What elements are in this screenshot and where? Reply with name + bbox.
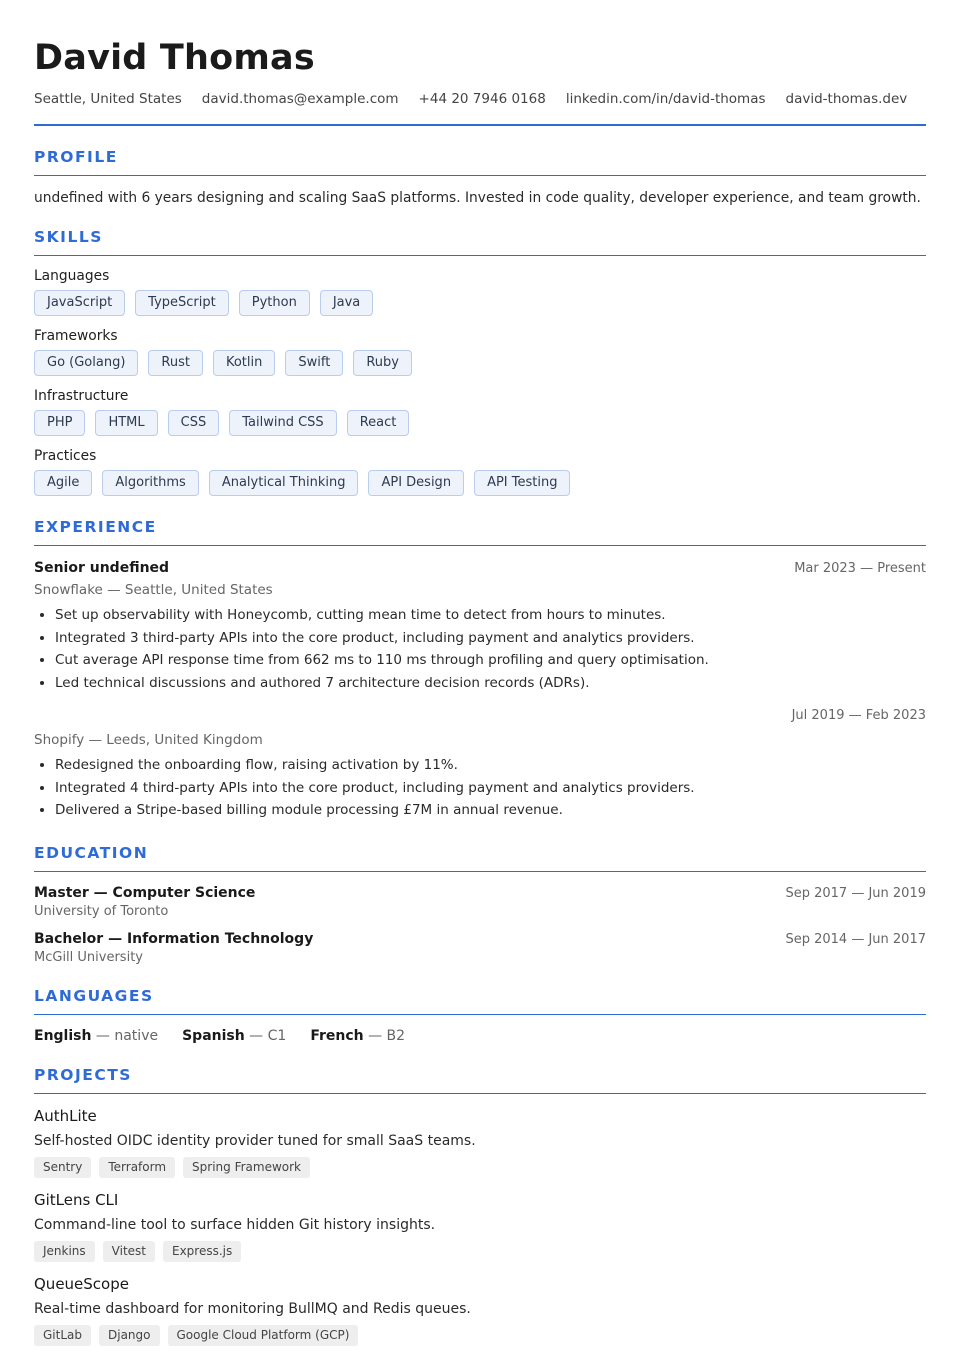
skill-group-languages [34, 268, 926, 316]
skill-chips [34, 350, 926, 376]
section-divider [34, 871, 926, 872]
degree-title: Bachelor — Information Technology [34, 930, 314, 947]
profile-section [34, 148, 926, 206]
job-header [34, 560, 926, 576]
section-divider [34, 175, 926, 176]
tech-tag: Django [99, 1325, 160, 1346]
skill-chip: Python [239, 290, 310, 316]
project-tags [34, 1157, 926, 1178]
skill-chip: Java [320, 290, 373, 316]
skill-chip: TypeScript [135, 290, 229, 316]
skill-group-practices [34, 448, 926, 496]
project-tags [34, 1241, 926, 1262]
education-dates: Sep 2017 — Jun 2019 [785, 885, 926, 901]
skill-chip: Swift [285, 350, 343, 376]
experience-section [34, 518, 926, 822]
projects-section [34, 1066, 926, 1346]
education-dates: Sep 2014 — Jun 2017 [785, 931, 926, 947]
language-level: — native [95, 1027, 159, 1044]
profile-summary: undefined with 6 years designing and scaling SaaS platforms. Invested in code quality, developer experience, and team growth. [34, 190, 921, 206]
project-name: AuthLite [34, 1106, 97, 1125]
tech-tag: Spring Framework [183, 1157, 310, 1178]
skill-chip: Algorithms [102, 470, 198, 496]
skill-chips [34, 290, 926, 316]
project-entry [34, 1107, 926, 1178]
skill-group-infrastructure [34, 388, 926, 436]
section-divider [34, 255, 926, 256]
project-description: Real-time dashboard for monitoring BullMQ and Redis queues. [34, 1300, 471, 1317]
skill-chips [34, 470, 926, 496]
languages-section [34, 987, 926, 1044]
skill-chip: Ruby [353, 350, 412, 376]
job-header [34, 708, 926, 726]
header-divider [34, 124, 926, 126]
language-name: Spanish [182, 1027, 245, 1044]
project-name: QueueScope [34, 1274, 129, 1293]
language-item [310, 1028, 405, 1044]
skills-section [34, 228, 926, 496]
job-bullet: • Cut average API response time from 662 ms to 110 ms through profiling and query optimisation. [55, 649, 926, 672]
tech-tag: GitLab [34, 1325, 91, 1346]
section-title-education: EDUCATION [34, 843, 149, 862]
job-entry [34, 708, 926, 822]
job-dates: Jul 2019 — Feb 2023 [791, 708, 926, 723]
project-entry [34, 1275, 926, 1346]
skill-chip: API Testing [474, 470, 570, 496]
section-title-projects: PROJECTS [34, 1065, 132, 1084]
job-title: Senior undefined [34, 560, 170, 576]
job-bullet: • Led technical discussions and authored 7 architecture decision records (ADRs). [55, 672, 926, 695]
job-bullet: • Redesigned the onboarding flow, raising activation by 11%. [55, 754, 926, 777]
skill-group-label: Frameworks [34, 328, 118, 344]
education-header [34, 931, 926, 947]
project-description: Self-hosted OIDC identity provider tuned for small SaaS teams. [34, 1132, 476, 1149]
school-name: McGill University [34, 949, 143, 965]
language-list [34, 1028, 926, 1044]
skill-chip: Agile [34, 470, 92, 496]
section-title-languages: LANGUAGES [34, 986, 154, 1005]
skill-chip: React [347, 410, 410, 436]
skill-chip: Go (Golang) [34, 350, 138, 376]
job-bullet: • Delivered a Stripe-based billing module processing £7M in annual revenue. [55, 799, 926, 822]
job-company: Shopify — Leeds, United Kingdom [34, 732, 263, 748]
section-title-profile: PROFILE [34, 148, 118, 166]
language-item [182, 1028, 286, 1044]
job-bullet: • Integrated 3 third-party APIs into the core product, including payment and analytics providers. [55, 627, 926, 650]
tech-tag: Sentry [34, 1157, 91, 1178]
tech-tag: Express.js [163, 1241, 241, 1262]
job-bullets [34, 604, 926, 694]
skill-chip: HTML [95, 410, 157, 436]
job-dates: Mar 2023 — Present [794, 561, 926, 576]
skill-chip: JavaScript [34, 290, 125, 316]
section-title-experience: EXPERIENCE [34, 518, 157, 536]
section-divider [34, 545, 926, 546]
language-name: English [34, 1027, 92, 1044]
contact-location: Seattle, United States [34, 91, 182, 107]
language-item [34, 1028, 158, 1044]
job-bullet: • Integrated 4 third-party APIs into the core product, including payment and analytics providers. [55, 777, 926, 800]
project-name: GitLens CLI [34, 1190, 119, 1209]
skill-chip: Tailwind CSS [229, 410, 336, 436]
tech-tag: Terraform [99, 1157, 175, 1178]
contact-website[interactable]: david-thomas.dev [785, 91, 908, 107]
skill-group-label: Languages [34, 268, 110, 284]
project-entry [34, 1191, 926, 1262]
skill-group-label: Infrastructure [34, 388, 129, 404]
tech-tag: Jenkins [34, 1241, 95, 1262]
skill-chip: API Design [368, 470, 464, 496]
skill-group-frameworks [34, 328, 926, 376]
tech-tag: Vitest [103, 1241, 155, 1262]
section-title-skills: SKILLS [34, 228, 103, 246]
degree-title: Master — Computer Science [34, 884, 256, 901]
skill-chip: Kotlin [213, 350, 275, 376]
section-divider [34, 1093, 926, 1094]
project-description: Command-line tool to surface hidden Git history insights. [34, 1216, 436, 1233]
candidate-name: David Thomas [34, 38, 315, 78]
education-header [34, 885, 926, 901]
school-name: University of Toronto [34, 903, 169, 919]
tech-tag: Google Cloud Platform (GCP) [168, 1325, 359, 1346]
contact-email[interactable]: david.thomas@example.com [201, 91, 399, 107]
skill-chip: CSS [168, 410, 220, 436]
skill-chips [34, 410, 926, 436]
language-name: French [310, 1027, 364, 1044]
contact-phone[interactable]: +44 20 7946 0168 [418, 91, 546, 107]
skill-chip: Rust [148, 350, 203, 376]
education-section [34, 844, 926, 965]
job-company: Snowflake — Seattle, United States [34, 582, 273, 598]
project-tags [34, 1325, 926, 1346]
section-divider [34, 1014, 926, 1015]
skill-chip: Analytical Thinking [209, 470, 359, 496]
education-entry [34, 931, 926, 965]
language-level: — B2 [368, 1027, 406, 1044]
contact-linkedin[interactable]: linkedin.com/in/david-thomas [565, 91, 766, 107]
job-bullet: • Set up observability with Honeycomb, cutting mean time to detect from hours to minutes. [55, 604, 926, 627]
contact-bar [34, 91, 926, 107]
education-entry [34, 885, 926, 919]
job-bullets [34, 754, 926, 822]
job-entry [34, 560, 926, 694]
skill-group-label: Practices [34, 448, 97, 464]
language-level: — C1 [249, 1027, 287, 1044]
skill-chip: PHP [34, 410, 85, 436]
